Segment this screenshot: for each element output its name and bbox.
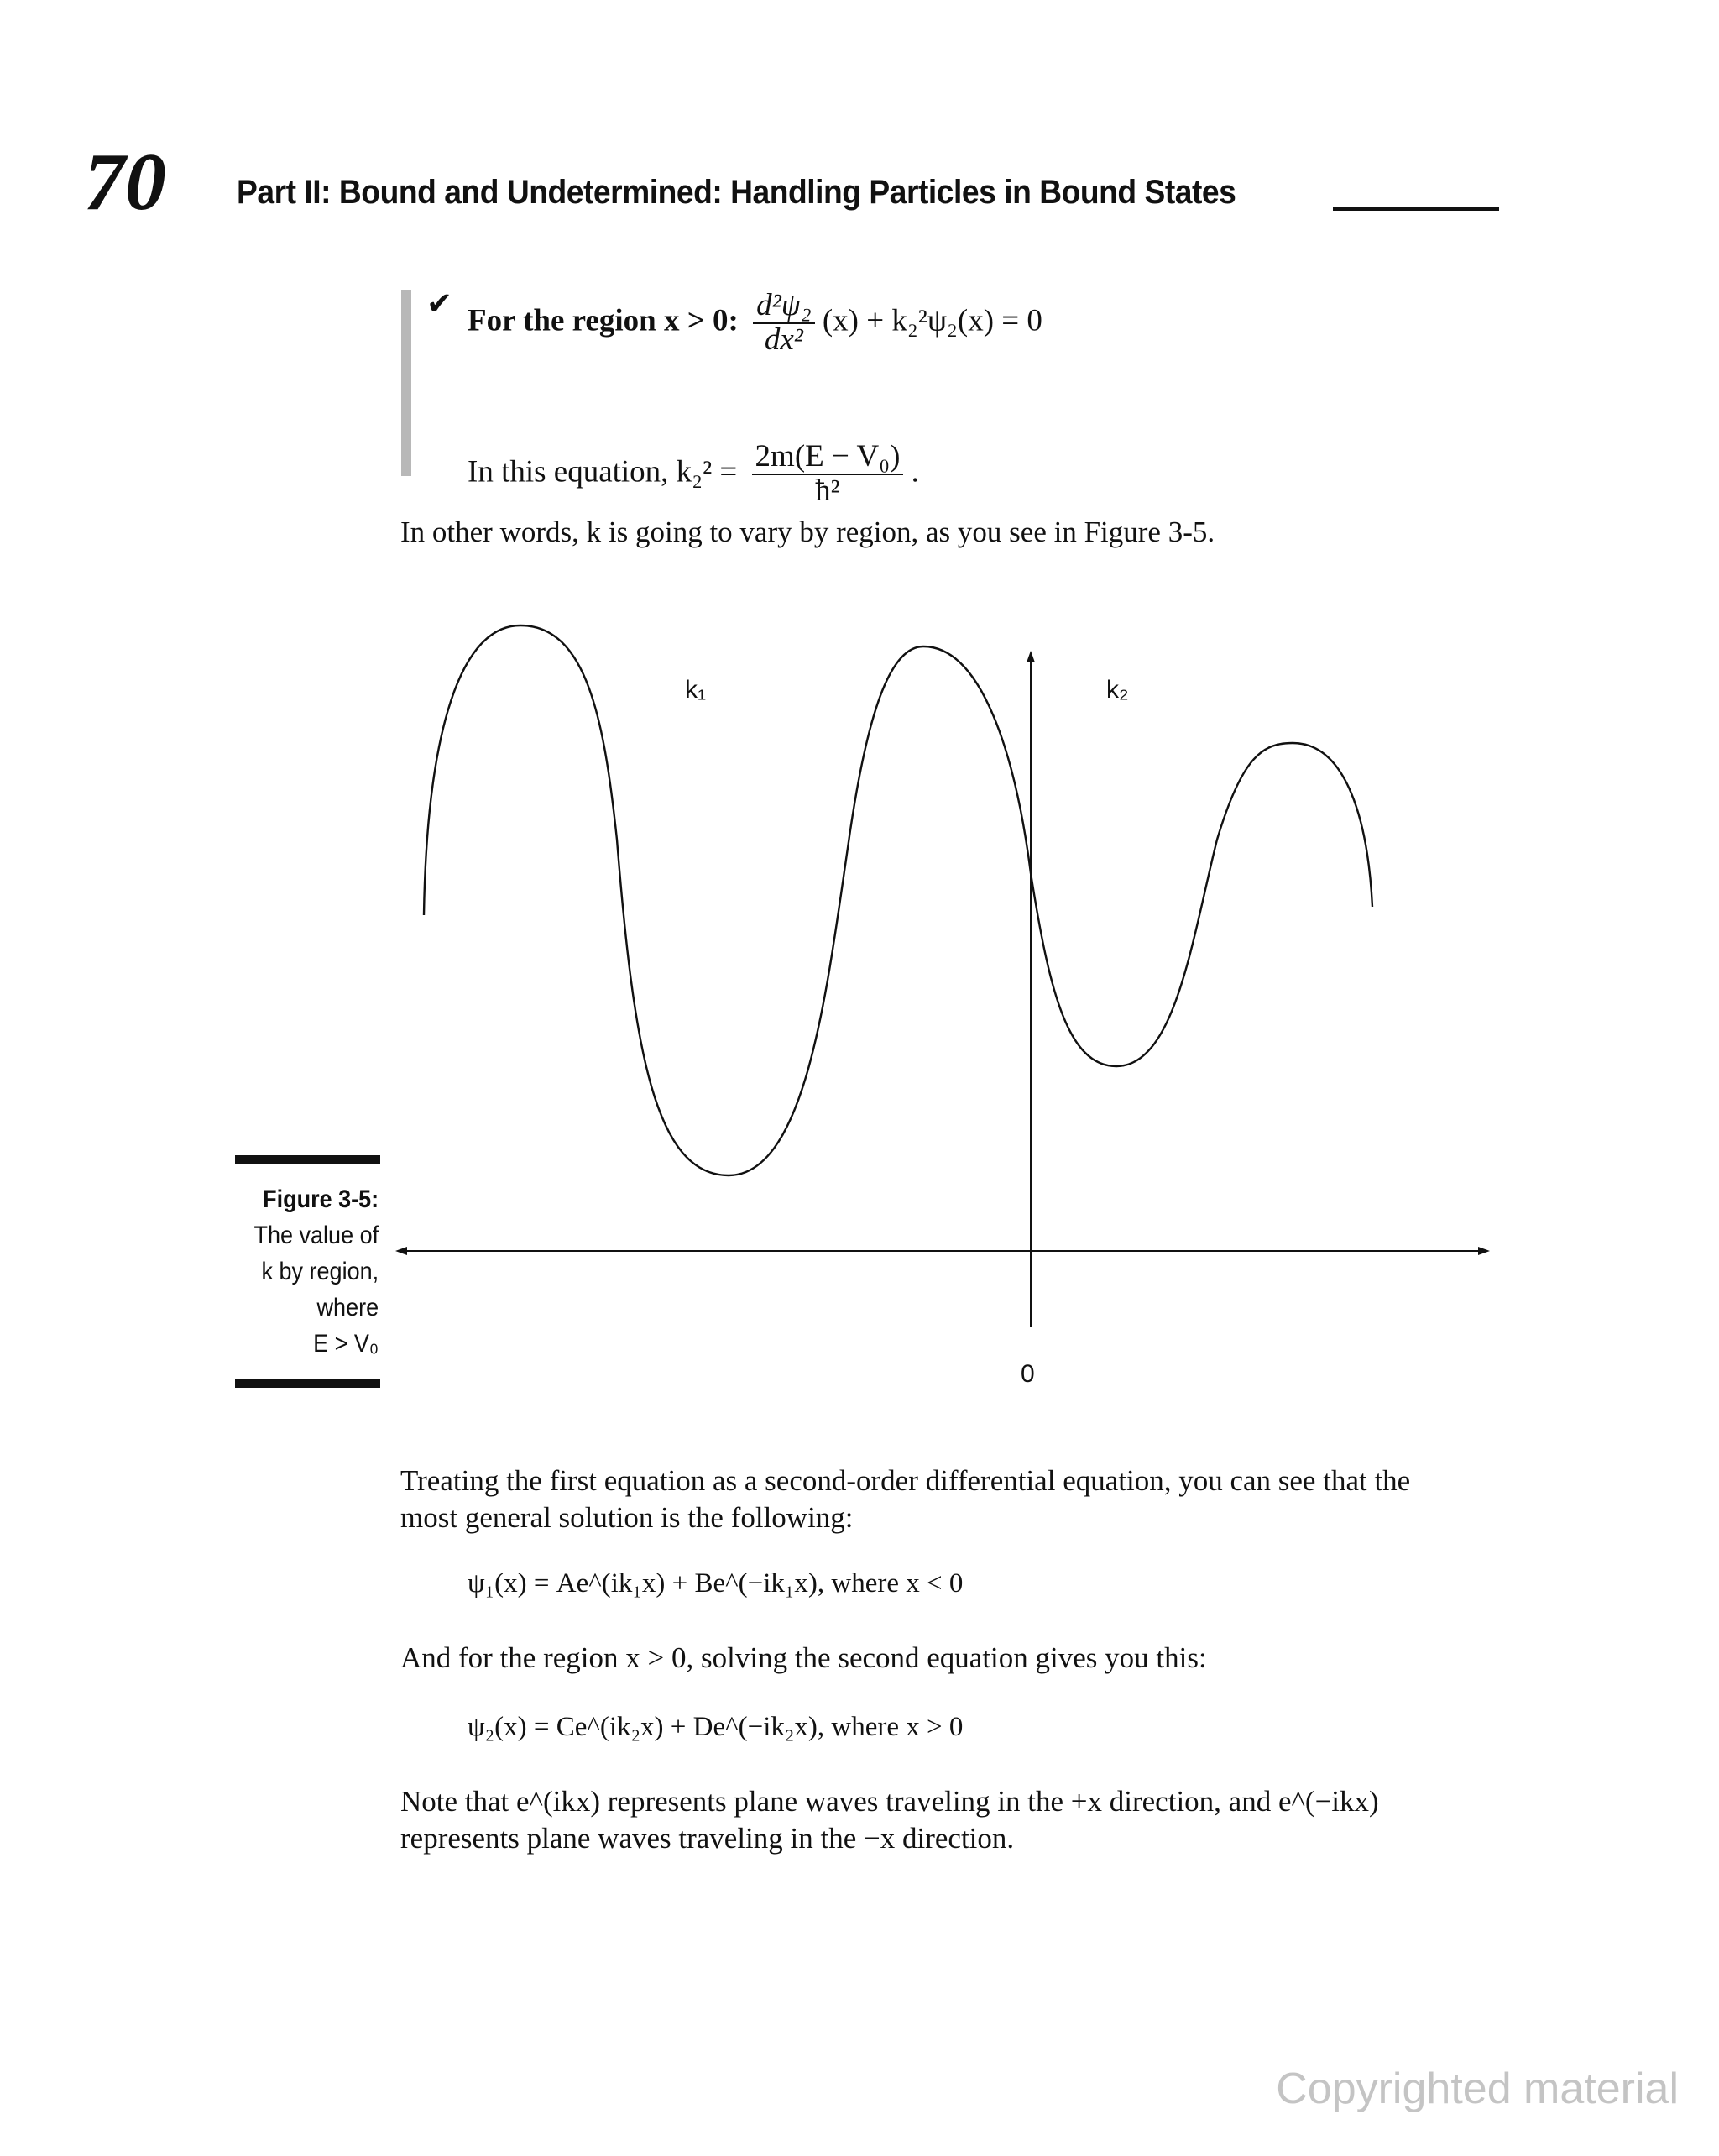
region-label: For the region x > 0: xyxy=(468,303,739,338)
equation-rest: (x) + k₂²ψ₂(x) = 0 xyxy=(822,303,1042,338)
caption-line: k by region, xyxy=(261,1258,379,1285)
k2-numerator: 2m(E − V₀) xyxy=(752,441,904,475)
caption-line: The value of xyxy=(253,1222,379,1249)
derivative-denominator: dx² xyxy=(764,322,803,357)
paragraph-note: Note that e^(ikx) represents plane waves traveling in the +x direction, and e^(−ikx) represents plane waves traveling in the −x direction. xyxy=(400,1785,1379,1855)
label-k2: k₂ xyxy=(1106,676,1129,704)
label-k1: k₁ xyxy=(685,676,707,704)
paragraph-treating: Treating the first equation as a second-order differential equation, you can see that the most general solution is the following: xyxy=(400,1464,1411,1534)
copyright-watermark: Copyrighted material xyxy=(1276,2064,1679,2113)
page-number: 70 xyxy=(84,137,166,228)
wavefunction-curve xyxy=(424,625,1372,1175)
k2-end: . xyxy=(911,454,919,489)
running-head: Part II: Bound and Undetermined: Handling Particles in Bound States xyxy=(237,174,1236,211)
figure-caption xyxy=(253,1181,379,1362)
checkmark-icon: ✔ xyxy=(426,287,453,322)
paragraph-second-region: And for the region x > 0, solving the second equation gives you this: xyxy=(400,1641,1207,1674)
caption-rule-top xyxy=(235,1155,380,1164)
equation-psi2: ψ₂(x) = Ce^(ik₂x) + De^(−ik₂x), where x > 0 xyxy=(468,1712,964,1742)
caption-title: Figure 3-5: xyxy=(262,1185,379,1213)
caption-rule-bottom xyxy=(235,1379,380,1388)
derivative-numerator: d²ψ₂ xyxy=(753,290,814,324)
k2-denominator: ħ² xyxy=(815,473,840,508)
caption-line: where xyxy=(316,1294,379,1321)
caption-line: E > V₀ xyxy=(312,1330,379,1358)
k2-intro: In this equation, k₂² = xyxy=(468,454,738,489)
origin-label: 0 xyxy=(1021,1360,1035,1388)
paragraph-region: In other words, k is going to vary by region, as you see in Figure 3-5. xyxy=(400,515,1215,548)
equation-psi1: ψ₁(x) = Ae^(ik₁x) + Be^(−ik₁x), where x < 0 xyxy=(468,1568,964,1599)
